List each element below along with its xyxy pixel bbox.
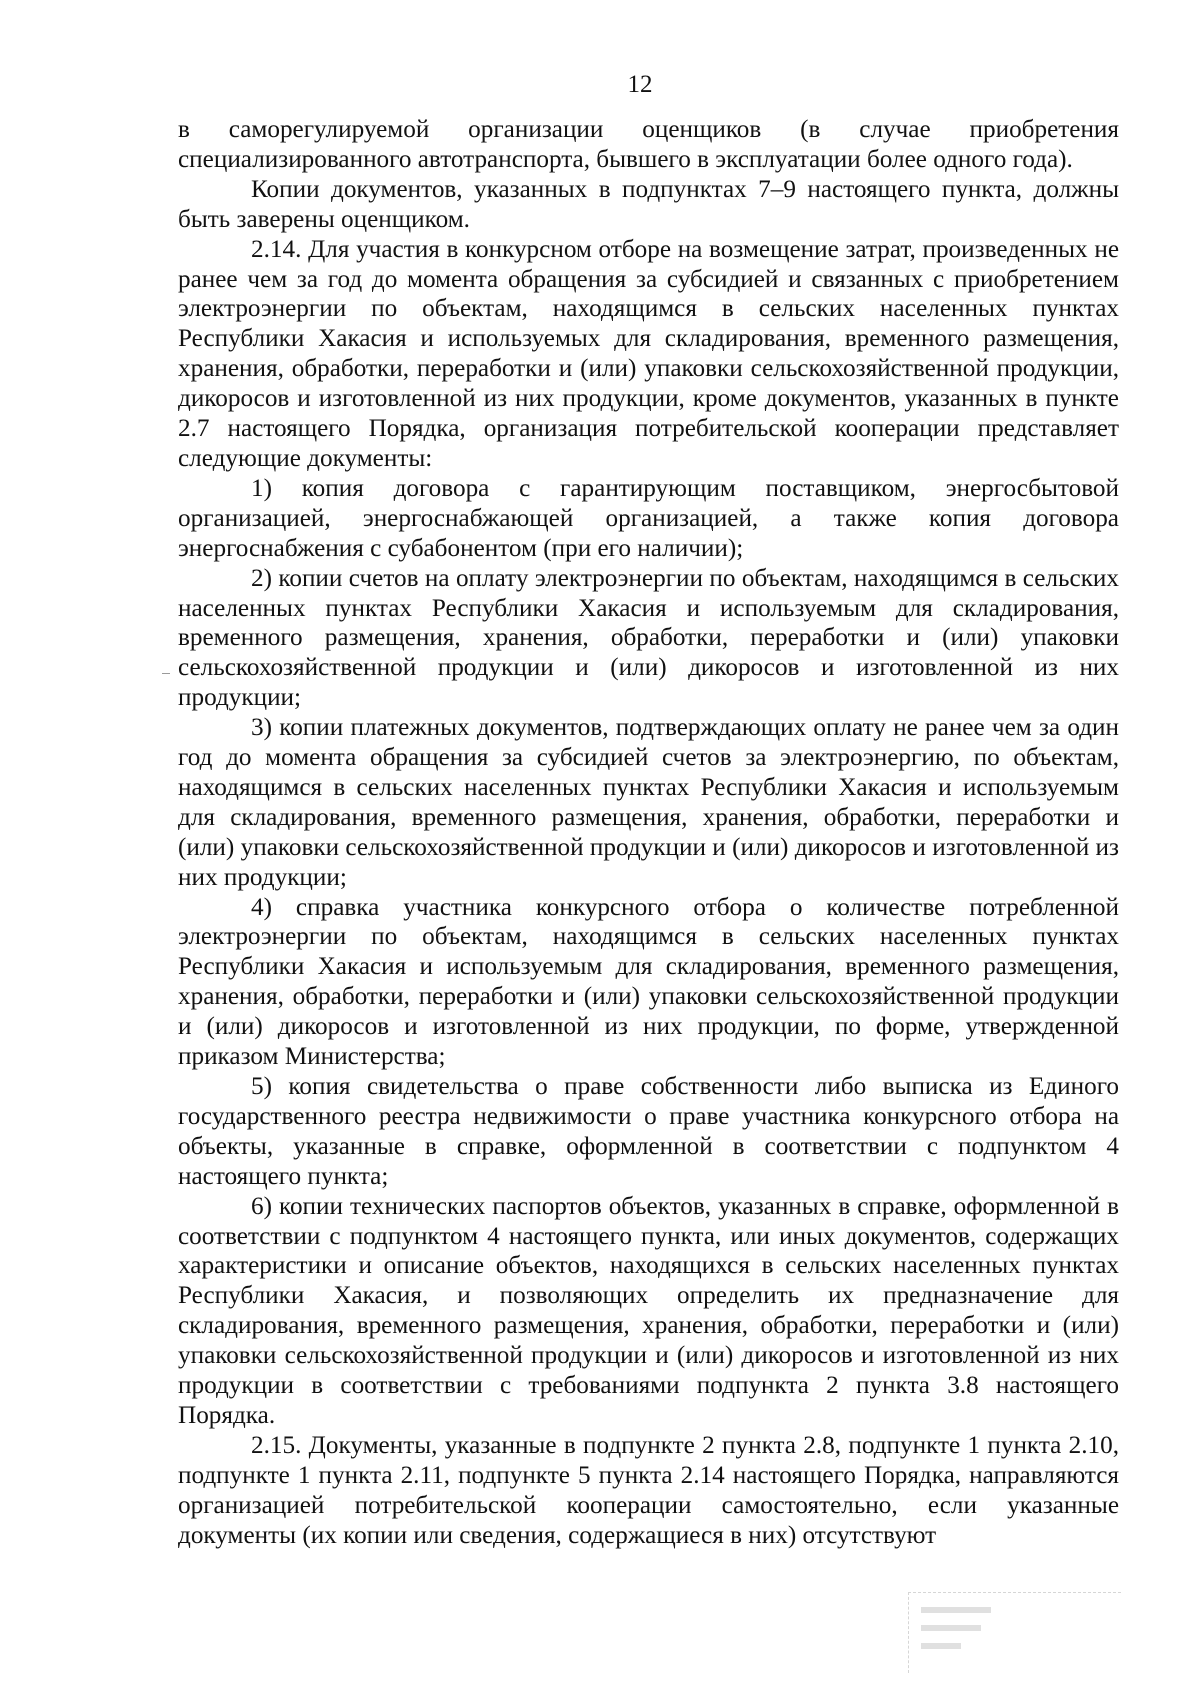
list-item-1: 1) копия договора с гарантирующим поставщиком, энергосбытовой организацией, энергоснабжающей организацией, а также копия договора энергоснабжения с субабонентом (при его наличии); — [178, 474, 1119, 562]
paragraph-2-15: 2.15. Документы, указанные в подпункте 2 пункта 2.8, подпункте 1 пункта 2.10, подпункте 1 пункта 2.11, подпункте 5 пункта 2.14 настоящего Порядка, направляются организацией потребительской кооперации самостоятельно, если указанные документы (их копии или сведения, содержащиеся в них) отсутствуют — [178, 1431, 1119, 1549]
paragraph-continuation: в саморегулируемой организации оценщиков (в случае приобретения специализированного автотранспорта, бывшего в эксплуатации более одного года). — [178, 116, 1119, 173]
list-item-2: 2) копии счетов на оплату электроэнергии по объектам, находящимся в сельских населенных пунктах Республики Хакасия и используемым для складирования, временного размещения, хранения, обработки, переработки и (или) упаковки сельскохозяйственной продукции и (или) дикоросов и изготовленной из них продукции; — [178, 564, 1119, 712]
faint-stamp — [908, 1592, 1121, 1673]
page-number: 12 — [627, 71, 653, 98]
stamp-line — [921, 1643, 961, 1649]
paragraph-2-14: 2.14. Для участия в конкурсном отборе на возмещение затрат, произведенных не ранее чем за год до момента обращения за субсидией и связанных с приобретением электроэнергии по объектам, находящимся в сельских населенных пунктах Республики Хакасия и используемых для складирования, временного размещения, хранения, обработки, переработки и (или) упаковки сельскохозяйственной продукции, дикоросов и изготовленной из них продукции, кроме документов, указанных в пункте 2.7 настоящего Порядка, организация потребительской кооперации представляет следующие документы: — [178, 235, 1119, 472]
list-item-5: 5) копия свидетельства о праве собственности либо выписка из Единого государственного реестра недвижимости о праве участника конкурсного отбора на объекты, указанные в справке, оформленной в соответствии с подпунктом 4 настоящего пункта; — [178, 1073, 1119, 1190]
list-item-6: 6) копии технических паспортов объектов, указанных в справке, оформленной в соответствии с подпунктом 4 настоящего пункта, или иных документов, содержащих характеристики и описание объектов, находящихся в сельских населенных пунктах Республики Хакасия, и позволяющих определить их предназначение для складирования, временного размещения, хранения, обработки, переработки и (или) упаковки сельскохозяйственной продукции и (или) дикоросов и изготовленной из них продукции в соответствии с требованиями подпункта 2 пункта 3.8 настоящего Порядка. — [178, 1192, 1119, 1429]
stamp-line — [921, 1607, 991, 1613]
list-item-4: 4) справка участника конкурсного отбора о количестве потребленной электроэнергии по объектам, находящимся в сельских населенных пунктах Республики Хакасия и используемым для складирования, временного размещения, хранения, обработки, переработки и (или) упаковки сельскохозяйственной продукции и (или) дикоросов и изготовленной из них продукции, по форме, утвержденной приказом Министерства; — [178, 893, 1119, 1071]
margin-mark — [162, 673, 170, 674]
stamp-line — [921, 1625, 981, 1631]
list-item-3: 3) копии платежных документов, подтверждающих оплату не ранее чем за один год до момента обращения за субсидией счетов за электроэнергию, по объектам, находящимся в сельских населенных пунктах Республики Хакасия и используемым для складирования, временного размещения, хранения, обработки, переработки и (или) упаковки сельскохозяйственной продукции и (или) дикоросов и изготовленной из них продукции; — [178, 714, 1119, 891]
paragraph-copies-note: Копии документов, указанных в подпунктах 7–9 настоящего пункта, должны быть заверены оценщиком. — [178, 175, 1119, 233]
document-body — [178, 115, 1119, 1551]
